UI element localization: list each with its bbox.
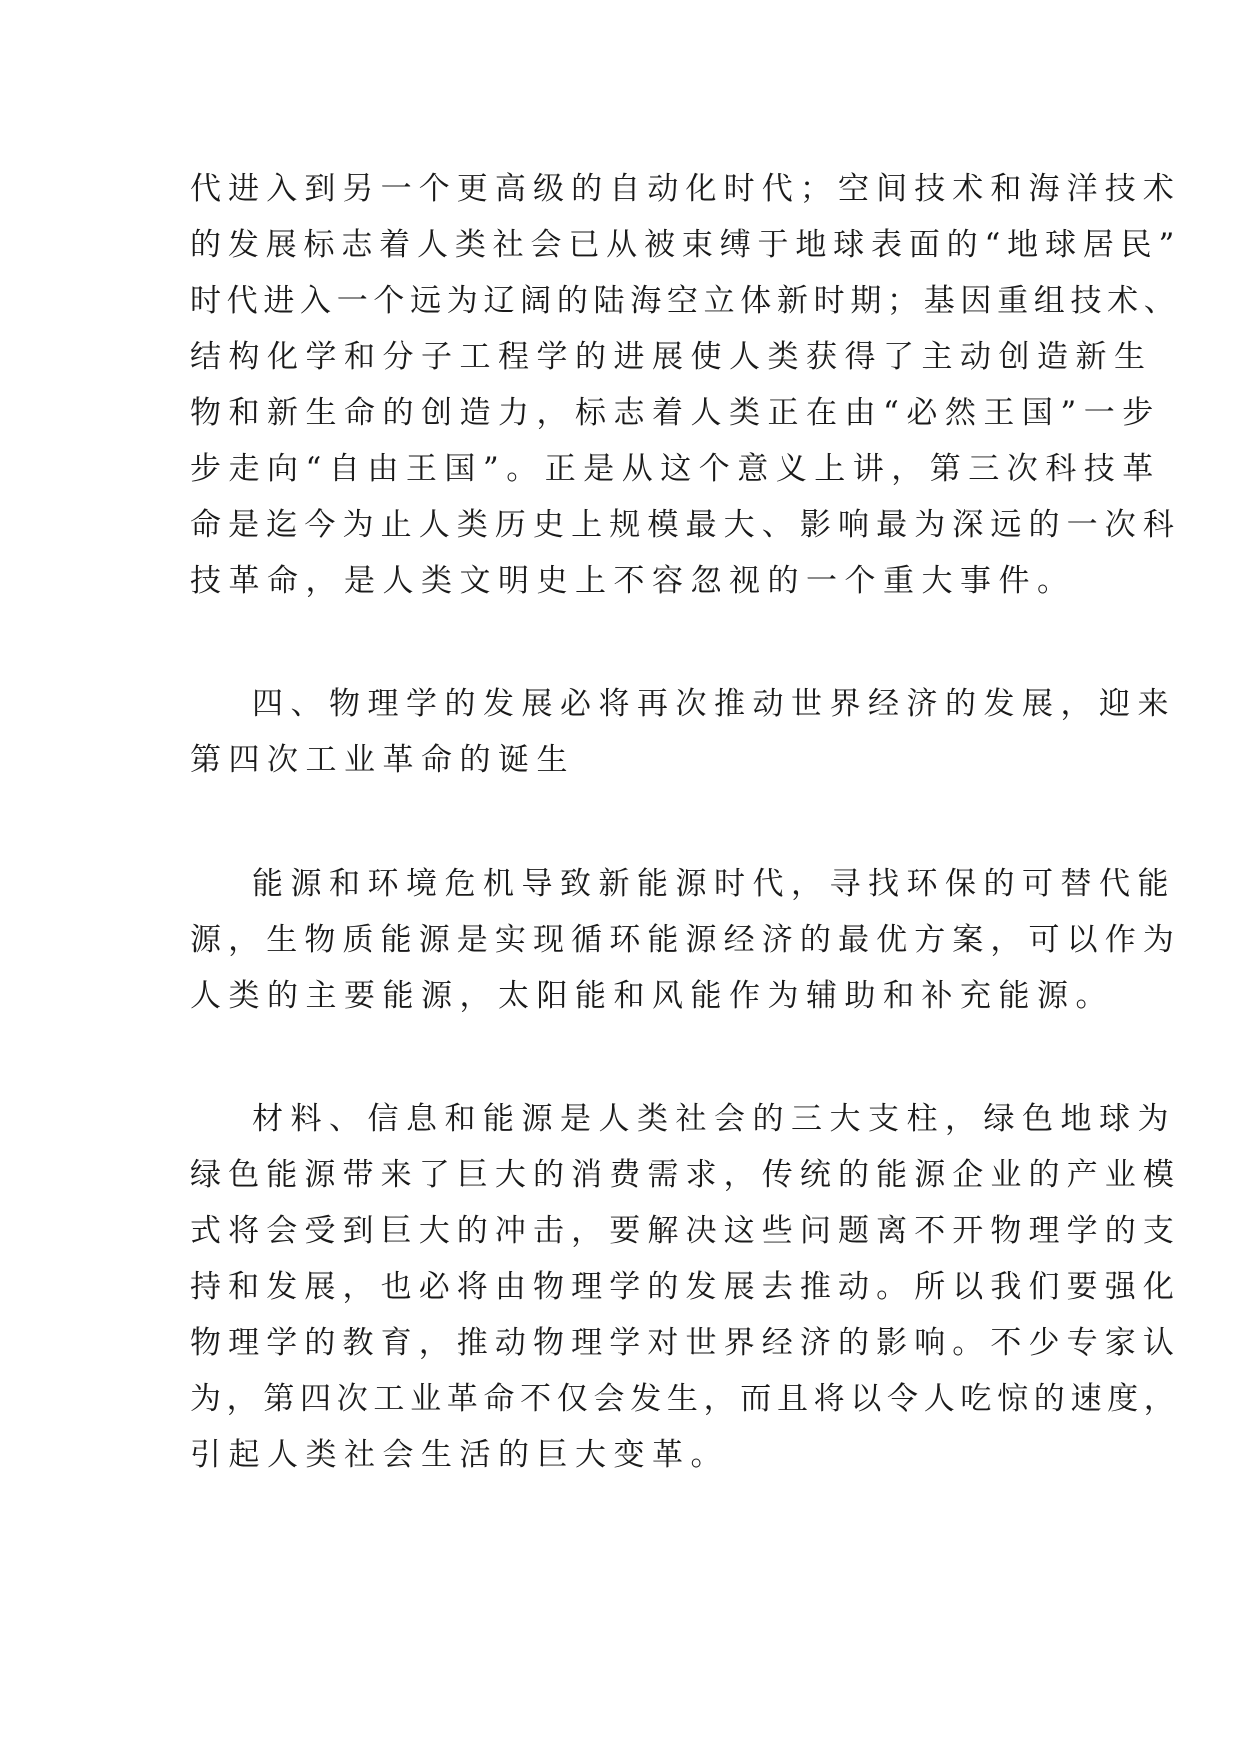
text-line: 物和新生命的创造力，标志着人类正在由“必然王国”一步	[190, 395, 1161, 431]
text-line: 的发展标志着人类社会已从被束缚于地球表面的“地球居民”	[190, 227, 1182, 263]
text-line: 命是迄今为止人类历史上规模最大、影响最为深远的一次科	[190, 507, 1181, 543]
text-line: 技革命，是人类文明史上不容忽视的一个重大事件。	[190, 563, 1076, 599]
text-line: 代进入到另一个更高级的自动化时代；空间技术和海洋技术	[190, 171, 1181, 207]
text-line: 为，第四次工业革命不仅会发生，而且将以令人吃惊的速度，	[190, 1381, 1181, 1417]
text-line: 式将会受到巨大的冲击，要解决这些问题离不开物理学的支	[190, 1213, 1181, 1249]
text-line: 绿色能源带来了巨大的消费需求，传统的能源企业的产业模	[190, 1157, 1181, 1193]
text-line: 持和发展，也必将由物理学的发展去推动。所以我们要强化	[190, 1269, 1181, 1305]
text-line: 物理学的教育，推动物理学对世界经济的影响。不少专家认	[190, 1325, 1181, 1361]
text-line: 源，生物质能源是实现循环能源经济的最优方案，可以作为	[190, 922, 1181, 958]
text-line: 人类的主要能源，太阳能和风能作为辅助和补充能源。	[190, 978, 1114, 1014]
text-line: 材料、信息和能源是人类社会的三大支柱，绿色地球为	[252, 1101, 1176, 1137]
text-line: 步走向“自由王国”。正是从这个意义上讲，第三次科技革	[190, 451, 1161, 487]
heading-line: 第四次工业革命的诞生	[190, 742, 575, 778]
text-line: 结构化学和分子工程学的进展使人类获得了主动创造新生	[190, 339, 1153, 375]
text-line: 时代进入一个远为辽阔的陆海空立体新时期；基因重组技术、	[190, 283, 1181, 319]
heading-line: 四、物理学的发展必将再次推动世界经济的发展，迎来	[252, 686, 1176, 722]
text-line: 引起人类社会生活的巨大变革。	[190, 1437, 729, 1473]
text-line: 能源和环境危机导致新能源时代，寻找环保的可替代能	[252, 866, 1176, 902]
